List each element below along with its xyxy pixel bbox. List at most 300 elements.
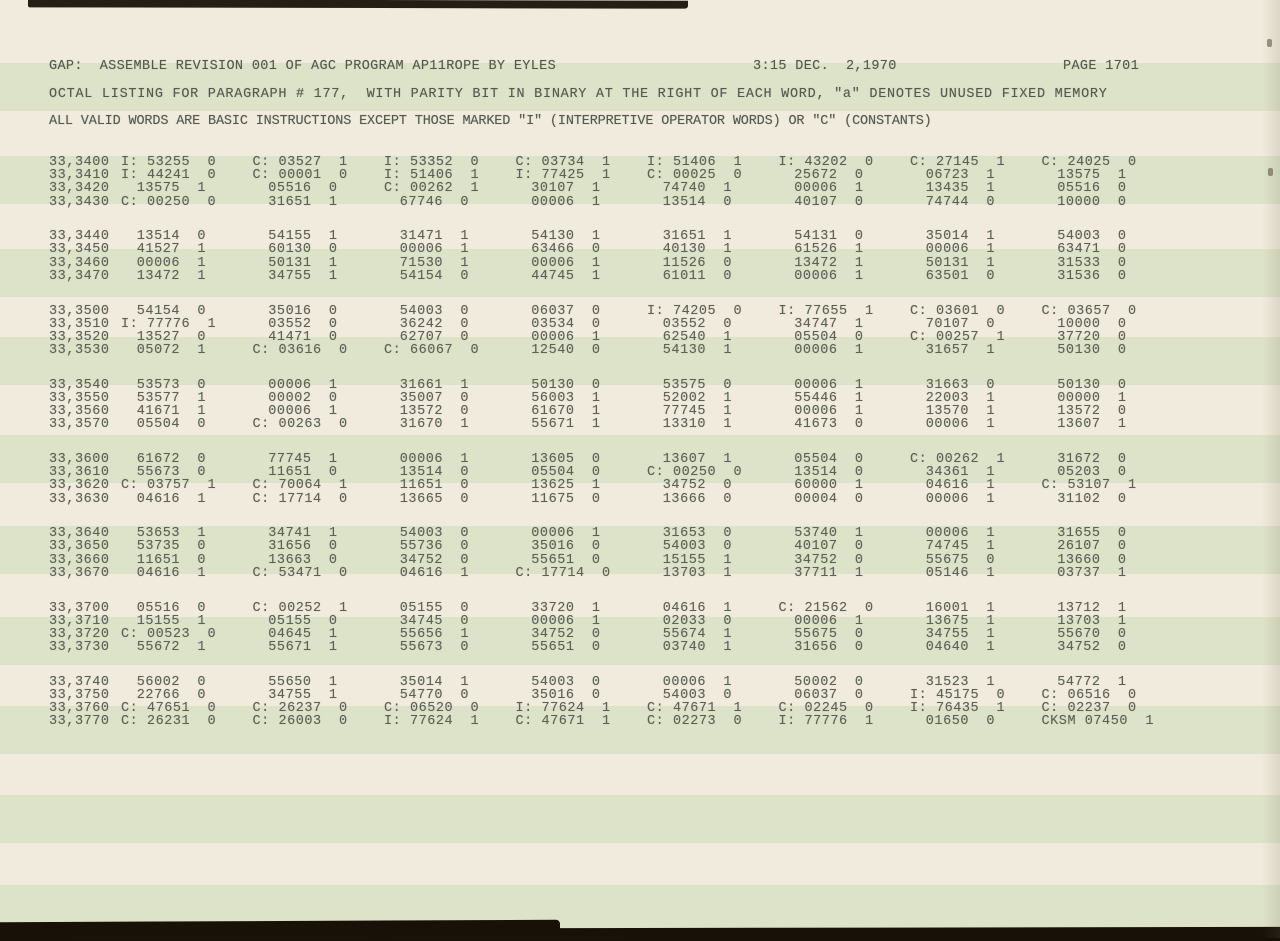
octal-word: I: 77776 1 bbox=[778, 714, 874, 730]
octal-word: 05504 0 bbox=[794, 329, 864, 345]
octal-word: 13712 1 bbox=[1057, 600, 1127, 616]
octal-word: 55671 1 bbox=[531, 417, 601, 433]
word-legend-subtitle: ALL VALID WORDS ARE BASIC INSTRUCTIONS EXCEPT THOSE MARKED "I" (INTERPRETIVE OPERATOR WORDS) OR "C" (CONSTANTS) bbox=[49, 114, 932, 129]
octal-word: 50130 0 bbox=[531, 377, 601, 393]
scan-edge-top bbox=[28, 0, 688, 9]
octal-row bbox=[49, 628, 1173, 641]
octal-word: 31536 0 bbox=[1057, 268, 1127, 284]
octal-row bbox=[49, 540, 1173, 553]
octal-address: 33,3460 bbox=[49, 255, 110, 271]
octal-word: C: 03734 1 bbox=[515, 155, 611, 170]
octal-word: 13514 0 bbox=[662, 194, 732, 210]
octal-word: 31471 1 bbox=[399, 229, 469, 245]
octal-word: 13310 1 bbox=[662, 417, 732, 433]
octal-word: I: 43202 0 bbox=[778, 155, 874, 170]
octal-word: 03552 0 bbox=[662, 316, 732, 332]
octal-word: C: 47671 1 bbox=[647, 701, 743, 717]
octal-word: 13575 1 bbox=[136, 181, 206, 197]
octal-word: 55446 1 bbox=[794, 390, 864, 406]
octal-word: C: 00001 0 bbox=[252, 168, 348, 184]
octal-word: 00006 1 bbox=[531, 526, 601, 542]
octal-word: 56003 1 bbox=[531, 390, 601, 406]
scan-edge-bottom bbox=[0, 927, 1280, 941]
octal-word: 00006 1 bbox=[531, 329, 601, 345]
octal-address: 33,3600 bbox=[49, 452, 110, 467]
octal-word: 13575 1 bbox=[1057, 168, 1127, 184]
octal-word: 31523 1 bbox=[925, 674, 995, 690]
octal-word: 34755 1 bbox=[268, 268, 338, 284]
octal-word: 26107 0 bbox=[1057, 539, 1127, 555]
octal-word: C: 00250 0 bbox=[647, 465, 743, 481]
octal-word: 13514 0 bbox=[399, 465, 469, 481]
octal-word: 55675 0 bbox=[925, 552, 995, 568]
octal-word: 34745 0 bbox=[399, 613, 469, 629]
octal-word: 03534 0 bbox=[531, 316, 601, 332]
octal-word: CKSM 07450 1 bbox=[1041, 714, 1154, 730]
octal-word: 53740 1 bbox=[794, 526, 864, 542]
octal-address: 33,3440 bbox=[49, 229, 110, 245]
octal-word: 31672 0 bbox=[1057, 452, 1127, 467]
octal-word: 35014 1 bbox=[925, 229, 995, 245]
octal-word: 60130 0 bbox=[268, 242, 338, 258]
scan-artifact bbox=[1267, 39, 1272, 47]
octal-word: 15155 1 bbox=[136, 613, 206, 629]
octal-word: 63501 0 bbox=[925, 268, 995, 284]
octal-word: 00006 1 bbox=[662, 674, 732, 690]
octal-word: 55671 1 bbox=[268, 640, 338, 656]
scan-artifact bbox=[1268, 168, 1273, 176]
octal-word: 13703 1 bbox=[1057, 613, 1127, 629]
octal-word: 05072 1 bbox=[136, 343, 206, 359]
octal-word: 31655 0 bbox=[1057, 526, 1127, 542]
octal-word: 60000 1 bbox=[794, 478, 864, 494]
octal-word: 63466 0 bbox=[531, 242, 601, 258]
octal-word: 13666 0 bbox=[662, 491, 732, 507]
octal-word: 05155 0 bbox=[268, 613, 338, 629]
octal-address: 33,3550 bbox=[49, 390, 110, 406]
octal-word: 62540 1 bbox=[662, 329, 732, 345]
octal-word: 13660 0 bbox=[1057, 552, 1127, 568]
octal-address: 33,3730 bbox=[49, 640, 110, 656]
octal-address: 33,3660 bbox=[49, 552, 110, 568]
octal-word: 04640 1 bbox=[925, 640, 995, 656]
octal-block bbox=[49, 676, 1173, 729]
octal-row bbox=[49, 318, 1173, 331]
octal-word: 55674 1 bbox=[662, 626, 732, 642]
octal-word: I: 44241 0 bbox=[121, 168, 217, 184]
octal-word: 04616 1 bbox=[399, 565, 469, 581]
octal-word: 00006 1 bbox=[925, 526, 995, 542]
octal-word: 30107 1 bbox=[531, 181, 601, 197]
octal-word: 31657 1 bbox=[925, 343, 995, 359]
octal-word: 34361 1 bbox=[925, 465, 995, 481]
octal-word: 35007 0 bbox=[399, 390, 469, 406]
octal-row bbox=[49, 554, 1173, 567]
octal-word: 55673 0 bbox=[136, 465, 206, 481]
octal-word: 54131 0 bbox=[794, 229, 864, 245]
octal-row bbox=[49, 715, 1173, 728]
octal-word: 12540 0 bbox=[531, 343, 601, 359]
octal-word: 04645 1 bbox=[268, 626, 338, 642]
octal-row bbox=[49, 305, 1173, 318]
octal-word: 06037 0 bbox=[794, 687, 864, 703]
octal-word: 53575 0 bbox=[662, 377, 732, 393]
octal-row bbox=[49, 196, 1173, 209]
octal-word: 55736 0 bbox=[399, 539, 469, 555]
octal-word: I: 53352 0 bbox=[384, 155, 480, 170]
octal-word: C: 26231 0 bbox=[121, 714, 217, 730]
octal-word: 50130 0 bbox=[1057, 343, 1127, 359]
octal-word: 31670 1 bbox=[399, 417, 469, 433]
octal-block bbox=[49, 527, 1173, 580]
octal-address: 33,3530 bbox=[49, 343, 110, 359]
octal-address: 33,3760 bbox=[49, 701, 110, 717]
octal-word: 06037 0 bbox=[531, 303, 601, 319]
octal-row bbox=[49, 257, 1173, 270]
octal-row bbox=[49, 453, 1173, 466]
octal-word: 13514 0 bbox=[794, 465, 864, 481]
octal-word: 54155 1 bbox=[268, 229, 338, 245]
octal-word: 63471 0 bbox=[1057, 242, 1127, 258]
octal-word: C: 06516 0 bbox=[1041, 687, 1137, 703]
octal-block bbox=[49, 602, 1173, 655]
octal-word: 00006 1 bbox=[794, 613, 864, 629]
octal-row bbox=[49, 270, 1173, 283]
octal-address: 33,3450 bbox=[49, 242, 110, 258]
octal-word: 00006 1 bbox=[925, 417, 995, 433]
octal-word: 54130 1 bbox=[531, 229, 601, 245]
octal-word: 54003 0 bbox=[399, 303, 469, 319]
octal-row bbox=[49, 156, 1173, 169]
octal-word: 71530 1 bbox=[399, 255, 469, 271]
octal-word: 31533 0 bbox=[1057, 255, 1127, 271]
octal-word: C: 66067 0 bbox=[384, 343, 480, 359]
octal-row bbox=[49, 567, 1173, 580]
octal-word: C: 00250 0 bbox=[121, 194, 217, 210]
octal-word: C: 27145 1 bbox=[910, 155, 1006, 170]
octal-row bbox=[49, 527, 1173, 540]
octal-word: 40107 0 bbox=[794, 539, 864, 555]
octal-word: 34755 1 bbox=[925, 626, 995, 642]
octal-word: 05516 0 bbox=[268, 181, 338, 197]
octal-word: 04616 1 bbox=[136, 491, 206, 507]
octal-address: 33,3410 bbox=[49, 168, 110, 184]
octal-row bbox=[49, 331, 1173, 344]
octal-word: C: 03527 1 bbox=[252, 155, 348, 170]
octal-word: 50131 1 bbox=[925, 255, 995, 271]
octal-word: 00006 1 bbox=[531, 194, 601, 210]
octal-word: 40130 1 bbox=[662, 242, 732, 258]
octal-word: C: 00025 0 bbox=[647, 168, 743, 184]
octal-word: C: 03657 0 bbox=[1041, 303, 1137, 319]
octal-word: I: 51406 1 bbox=[384, 168, 480, 184]
octal-address: 33,3650 bbox=[49, 539, 110, 555]
octal-word: 41527 1 bbox=[136, 242, 206, 258]
octal-address: 33,3740 bbox=[49, 674, 110, 690]
octal-word: 00006 1 bbox=[399, 452, 469, 467]
octal-word: 05504 0 bbox=[794, 452, 864, 467]
octal-word: 13527 0 bbox=[136, 329, 206, 345]
octal-address: 33,3610 bbox=[49, 465, 110, 481]
octal-word: 36242 0 bbox=[399, 316, 469, 332]
octal-block bbox=[49, 305, 1173, 358]
octal-word: 11651 0 bbox=[268, 465, 338, 481]
octal-address: 33,3510 bbox=[49, 316, 110, 332]
octal-word: 00006 1 bbox=[794, 268, 864, 284]
octal-word: 50131 1 bbox=[268, 255, 338, 271]
octal-word: 03740 1 bbox=[662, 640, 732, 656]
octal-word: 77745 1 bbox=[662, 404, 732, 420]
octal-word: 05516 0 bbox=[136, 600, 206, 616]
octal-word: 05504 0 bbox=[136, 417, 206, 433]
octal-word: 54154 0 bbox=[136, 303, 206, 319]
octal-address: 33,3470 bbox=[49, 268, 110, 284]
octal-word: 54003 0 bbox=[662, 539, 732, 555]
octal-word: 54003 0 bbox=[399, 526, 469, 542]
octal-word: 55656 1 bbox=[399, 626, 469, 642]
octal-word: 31102 0 bbox=[1057, 491, 1127, 507]
octal-word: I: 77624 1 bbox=[384, 714, 480, 730]
octal-word: 54003 0 bbox=[1057, 229, 1127, 245]
octal-word: 31656 0 bbox=[794, 640, 864, 656]
octal-word: 40107 0 bbox=[794, 194, 864, 210]
octal-word: C: 03616 0 bbox=[252, 343, 348, 359]
octal-word: 13675 1 bbox=[925, 613, 995, 629]
octal-word: 13607 1 bbox=[1057, 417, 1127, 433]
octal-word: 50130 0 bbox=[1057, 377, 1127, 393]
octal-word: 35016 0 bbox=[531, 687, 601, 703]
octal-word: C: 00263 0 bbox=[252, 417, 348, 433]
octal-word: I: 77624 1 bbox=[515, 701, 611, 717]
octal-word: C: 06520 0 bbox=[384, 701, 480, 717]
octal-word: I: 77425 1 bbox=[515, 168, 611, 184]
octal-word: 52002 1 bbox=[662, 390, 732, 406]
octal-word: 62707 0 bbox=[399, 329, 469, 345]
octal-word: I: 51406 1 bbox=[647, 155, 743, 170]
octal-word: 31661 1 bbox=[399, 377, 469, 393]
octal-word: 33720 1 bbox=[531, 600, 601, 616]
octal-word: 55670 0 bbox=[1057, 626, 1127, 642]
octal-word: 31663 0 bbox=[925, 377, 995, 393]
octal-word: 13572 0 bbox=[399, 404, 469, 420]
octal-word: 55651 0 bbox=[531, 640, 601, 656]
octal-word: 34752 0 bbox=[794, 552, 864, 568]
octal-row bbox=[49, 230, 1173, 243]
octal-word: C: 53107 1 bbox=[1041, 478, 1137, 494]
octal-word: 10000 0 bbox=[1057, 316, 1127, 332]
octal-word: 54003 0 bbox=[662, 687, 732, 703]
octal-word: 34755 1 bbox=[268, 687, 338, 703]
octal-address: 33,3620 bbox=[49, 478, 110, 494]
octal-row bbox=[49, 405, 1173, 418]
octal-word: 00006 1 bbox=[925, 242, 995, 258]
octal-word: 11651 0 bbox=[136, 552, 206, 568]
octal-word: 05203 0 bbox=[1057, 465, 1127, 481]
octal-word: 01650 0 bbox=[925, 714, 995, 730]
octal-word: 13472 1 bbox=[136, 268, 206, 284]
assembly-title: GAP: ASSEMBLE REVISION 001 OF AGC PROGRAM AP11ROPE BY EYLES bbox=[49, 59, 557, 74]
octal-word: 44745 1 bbox=[531, 268, 601, 284]
octal-row bbox=[49, 379, 1173, 392]
octal-word: C: 26003 0 bbox=[252, 714, 348, 730]
octal-word: 34752 0 bbox=[531, 626, 601, 642]
octal-word: 13514 0 bbox=[136, 229, 206, 245]
octal-word: 74745 1 bbox=[925, 539, 995, 555]
octal-word: C: 21562 0 bbox=[778, 600, 874, 616]
octal-block bbox=[49, 230, 1173, 283]
octal-word: 34747 1 bbox=[794, 316, 864, 332]
octal-word: 31651 1 bbox=[662, 229, 732, 245]
octal-word: 55651 0 bbox=[531, 552, 601, 568]
octal-address: 33,3560 bbox=[49, 404, 110, 420]
octal-word: 06723 1 bbox=[925, 168, 995, 184]
octal-word: 05504 0 bbox=[531, 465, 601, 481]
octal-word: C: 47651 0 bbox=[121, 701, 217, 717]
octal-word: 05155 0 bbox=[399, 600, 469, 616]
octal-address: 33,3500 bbox=[49, 303, 110, 319]
octal-word: 53573 0 bbox=[136, 377, 206, 393]
octal-word: C: 00262 1 bbox=[384, 181, 480, 197]
octal-word: 00006 1 bbox=[794, 181, 864, 197]
octal-block bbox=[49, 379, 1173, 432]
octal-word: 04616 1 bbox=[662, 600, 732, 616]
octal-word: 31656 0 bbox=[268, 539, 338, 555]
octal-word: I: 77776 1 bbox=[121, 316, 217, 332]
octal-block bbox=[49, 453, 1173, 506]
octal-word: 00006 1 bbox=[794, 404, 864, 420]
octal-word: 31651 1 bbox=[268, 194, 338, 210]
octal-word: C: 17714 0 bbox=[515, 565, 611, 581]
octal-word: 61670 1 bbox=[531, 404, 601, 420]
octal-word: 56002 0 bbox=[136, 674, 206, 690]
octal-word: I: 53255 0 bbox=[121, 155, 217, 170]
octal-word: 00006 1 bbox=[794, 343, 864, 359]
octal-address: 33,3520 bbox=[49, 329, 110, 345]
octal-word: 54003 0 bbox=[531, 674, 601, 690]
octal-word: 54772 1 bbox=[1057, 674, 1127, 690]
octal-word: 37711 1 bbox=[794, 565, 864, 581]
octal-word: 00006 1 bbox=[925, 491, 995, 507]
octal-word: 13472 1 bbox=[794, 255, 864, 271]
octal-word: 34752 0 bbox=[1057, 640, 1127, 656]
octal-word: 13607 1 bbox=[662, 452, 732, 467]
octal-word: 54130 1 bbox=[662, 343, 732, 359]
octal-row bbox=[49, 676, 1173, 689]
octal-word: C: 24025 0 bbox=[1041, 155, 1137, 170]
octal-address: 33,3770 bbox=[49, 714, 110, 730]
octal-listing-subtitle: OCTAL LISTING FOR PARAGRAPH # 177, WITH PARITY BIT IN BINARY AT THE RIGHT OF EACH WORD, "a" DENOTES UNUSED FIXED MEMORY bbox=[49, 87, 1108, 102]
octal-word: 70107 0 bbox=[925, 316, 995, 332]
octal-word: 61672 0 bbox=[136, 452, 206, 467]
octal-word: 03552 0 bbox=[268, 316, 338, 332]
octal-word: C: 17714 0 bbox=[252, 491, 348, 507]
octal-word: 74744 0 bbox=[925, 194, 995, 210]
octal-word: 02033 0 bbox=[662, 613, 732, 629]
octal-word: 00006 1 bbox=[531, 613, 601, 629]
octal-word: I: 74205 0 bbox=[647, 303, 743, 319]
octal-address: 33,3540 bbox=[49, 377, 110, 393]
octal-row bbox=[49, 641, 1173, 654]
octal-word: 03737 1 bbox=[1057, 565, 1127, 581]
octal-word: I: 45175 0 bbox=[910, 687, 1006, 703]
octal-word: 05516 0 bbox=[1057, 181, 1127, 197]
octal-word: 13625 1 bbox=[531, 478, 601, 494]
octal-address: 33,3700 bbox=[49, 600, 110, 616]
octal-word: 00006 1 bbox=[136, 255, 206, 271]
octal-word: C: 03601 0 bbox=[910, 303, 1006, 319]
octal-row bbox=[49, 418, 1173, 431]
octal-word: C: 53471 0 bbox=[252, 565, 348, 581]
octal-listing bbox=[49, 156, 1173, 750]
octal-address: 33,3400 bbox=[49, 155, 110, 170]
octal-word: C: 00523 0 bbox=[121, 626, 217, 642]
octal-word: 00006 1 bbox=[399, 242, 469, 258]
octal-word: I: 77655 1 bbox=[778, 303, 874, 319]
octal-block bbox=[49, 156, 1173, 209]
octal-row bbox=[49, 182, 1173, 195]
octal-word: 13605 0 bbox=[531, 452, 601, 467]
octal-word: 54770 0 bbox=[399, 687, 469, 703]
octal-word: C: 00252 1 bbox=[252, 600, 348, 616]
octal-word: C: 02237 0 bbox=[1041, 701, 1137, 717]
octal-word: 31653 0 bbox=[662, 526, 732, 542]
octal-address: 33,3420 bbox=[49, 181, 110, 197]
octal-word: C: 03757 1 bbox=[121, 478, 217, 494]
greenbar-stripe bbox=[0, 795, 1280, 843]
octal-word: 54154 0 bbox=[399, 268, 469, 284]
octal-word: C: 00262 1 bbox=[910, 452, 1006, 467]
octal-word: 55672 1 bbox=[136, 640, 206, 656]
octal-word: 11526 0 bbox=[662, 255, 732, 271]
octal-address: 33,3640 bbox=[49, 526, 110, 542]
octal-row bbox=[49, 479, 1173, 492]
octal-word: 13663 0 bbox=[268, 552, 338, 568]
octal-word: C: 47671 1 bbox=[515, 714, 611, 730]
octal-row bbox=[49, 493, 1173, 506]
octal-word: 35014 1 bbox=[399, 674, 469, 690]
octal-word: 04616 1 bbox=[925, 478, 995, 494]
octal-word: 22766 0 bbox=[136, 687, 206, 703]
octal-word: 13572 0 bbox=[1057, 404, 1127, 420]
octal-word: C: 70064 1 bbox=[252, 478, 348, 494]
page-number: PAGE 1701 bbox=[1063, 59, 1140, 74]
octal-word: 00000 1 bbox=[1057, 390, 1127, 406]
octal-word: 13703 1 bbox=[662, 565, 732, 581]
octal-address: 33,3750 bbox=[49, 687, 110, 703]
octal-word: 53577 1 bbox=[136, 390, 206, 406]
octal-word: 00006 1 bbox=[794, 377, 864, 393]
octal-word: 67746 0 bbox=[399, 194, 469, 210]
octal-word: 11651 0 bbox=[399, 478, 469, 494]
octal-row bbox=[49, 615, 1173, 628]
octal-address: 33,3570 bbox=[49, 417, 110, 433]
octal-word: 55673 0 bbox=[399, 640, 469, 656]
octal-word: 53653 1 bbox=[136, 526, 206, 542]
octal-word: 41671 1 bbox=[136, 404, 206, 420]
octal-word: 35016 0 bbox=[268, 303, 338, 319]
octal-word: 74740 1 bbox=[662, 181, 732, 197]
octal-word: C: 02245 0 bbox=[778, 701, 874, 717]
octal-word: C: 00257 1 bbox=[910, 329, 1006, 345]
octal-row bbox=[49, 169, 1173, 182]
octal-word: 05146 1 bbox=[925, 565, 995, 581]
octal-address: 33,3720 bbox=[49, 626, 110, 642]
octal-word: 61011 0 bbox=[662, 268, 732, 284]
octal-address: 33,3710 bbox=[49, 613, 110, 629]
octal-word: 61526 1 bbox=[794, 242, 864, 258]
octal-word: 13570 1 bbox=[925, 404, 995, 420]
octal-word: 00006 1 bbox=[268, 377, 338, 393]
